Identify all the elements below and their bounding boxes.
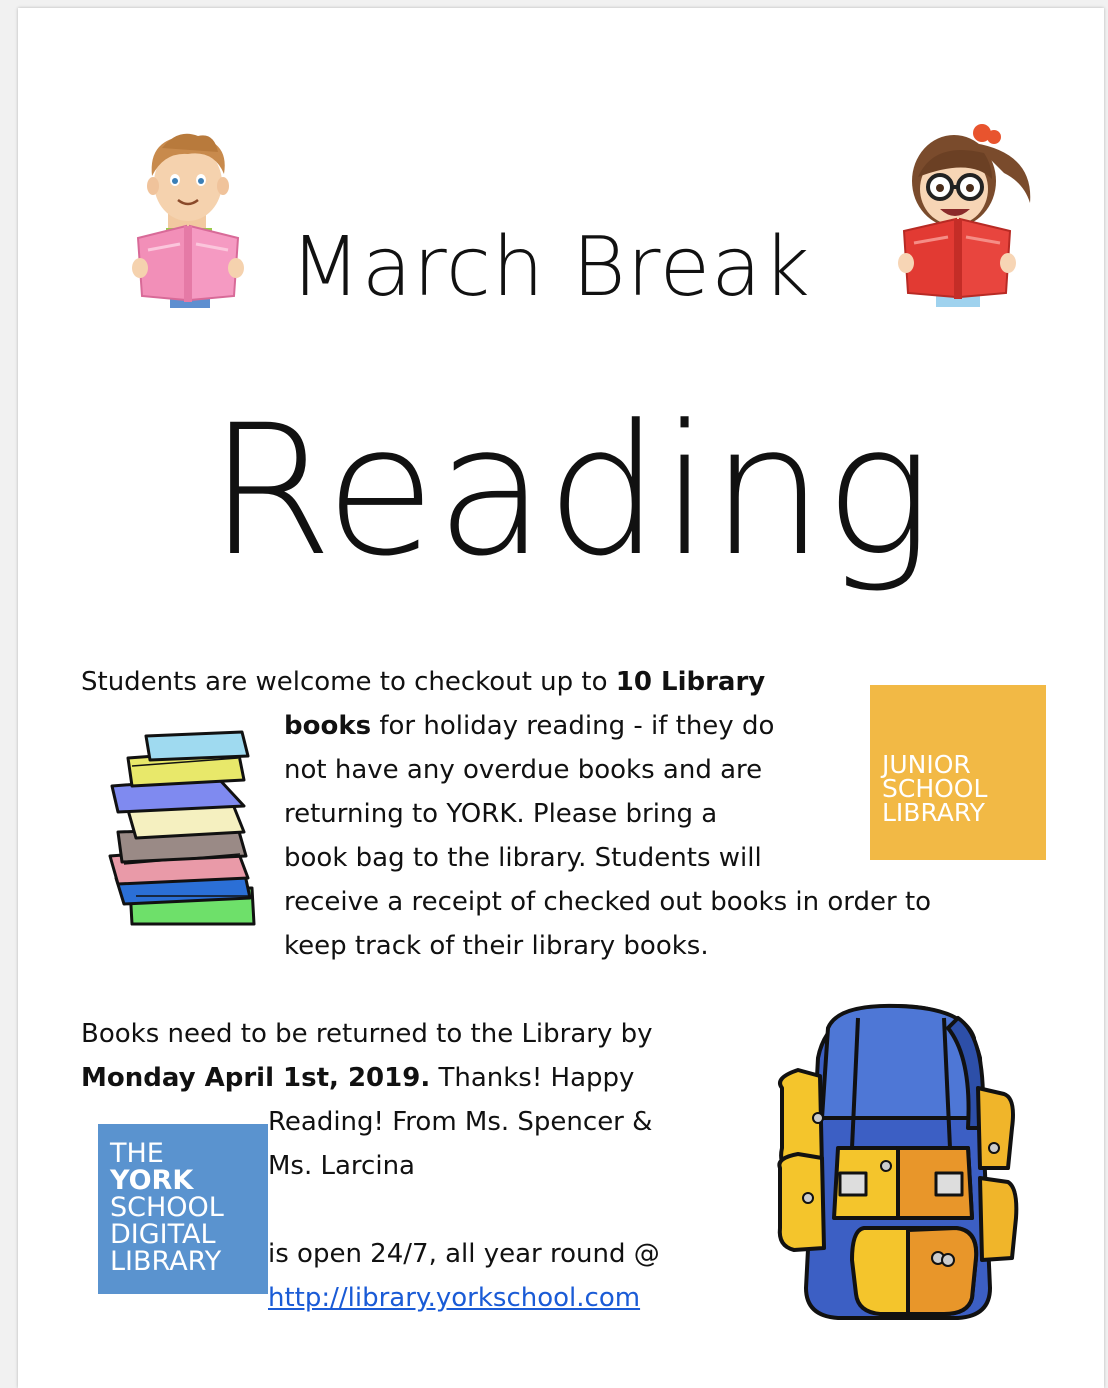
checkout-line-1: [81, 667, 765, 697]
return-line-1: Books need to be returned to the Library by: [81, 1019, 653, 1049]
checkout-line-6: receive a receipt of checked out books in order to: [284, 887, 932, 917]
york-digital-library-logo: [98, 1124, 268, 1294]
backpack-icon: [768, 998, 1028, 1328]
checkout-line-5: book bag to the library. Students will: [284, 843, 762, 873]
book-stack-icon: [88, 728, 268, 928]
york-logo-line: DIGITAL: [110, 1219, 216, 1250]
flyer-page: [18, 8, 1104, 1388]
junior-logo-line: LIBRARY: [882, 798, 985, 827]
checkout-books-bold: books: [284, 711, 372, 741]
checkout-line-2: [284, 711, 774, 741]
checkout-line-4: returning to YORK. Please bring a: [284, 799, 718, 829]
boy-reading-pink-book-icon: [118, 128, 258, 308]
checkout-text: Students are welcome to checkout up to: [81, 667, 616, 697]
title-line-2: Reading: [208, 387, 933, 596]
york-logo-line: SCHOOL: [110, 1192, 224, 1223]
library-website-link[interactable]: http://library.yorkschool.com: [268, 1283, 641, 1313]
return-text: Thanks! Happy: [430, 1063, 635, 1093]
return-line-4: Ms. Larcina: [268, 1151, 415, 1181]
return-line-5: is open 24/7, all year round @: [268, 1239, 660, 1269]
checkout-text: for holiday reading - if they do: [371, 711, 775, 741]
checkout-limit: 10 Library: [615, 667, 766, 697]
checkout-line-3: not have any overdue books and are: [284, 755, 763, 785]
title-line-1: March Break: [290, 220, 811, 315]
girl-reading-red-book-icon: [884, 113, 1044, 308]
junior-logo-line: SCHOOL: [882, 774, 988, 803]
york-logo-line: LIBRARY: [110, 1246, 222, 1277]
york-logo-line: THE: [110, 1138, 164, 1169]
checkout-line-7: keep track of their library books.: [284, 931, 709, 961]
junior-logo-line: JUNIOR: [882, 750, 971, 779]
return-due-date: Monday April 1st, 2019.: [81, 1063, 431, 1093]
junior-school-library-logo: [870, 685, 1046, 860]
york-logo-line: YORK: [110, 1165, 194, 1196]
return-line-2: [81, 1063, 634, 1093]
return-line-3: Reading! From Ms. Spencer &: [268, 1107, 653, 1137]
